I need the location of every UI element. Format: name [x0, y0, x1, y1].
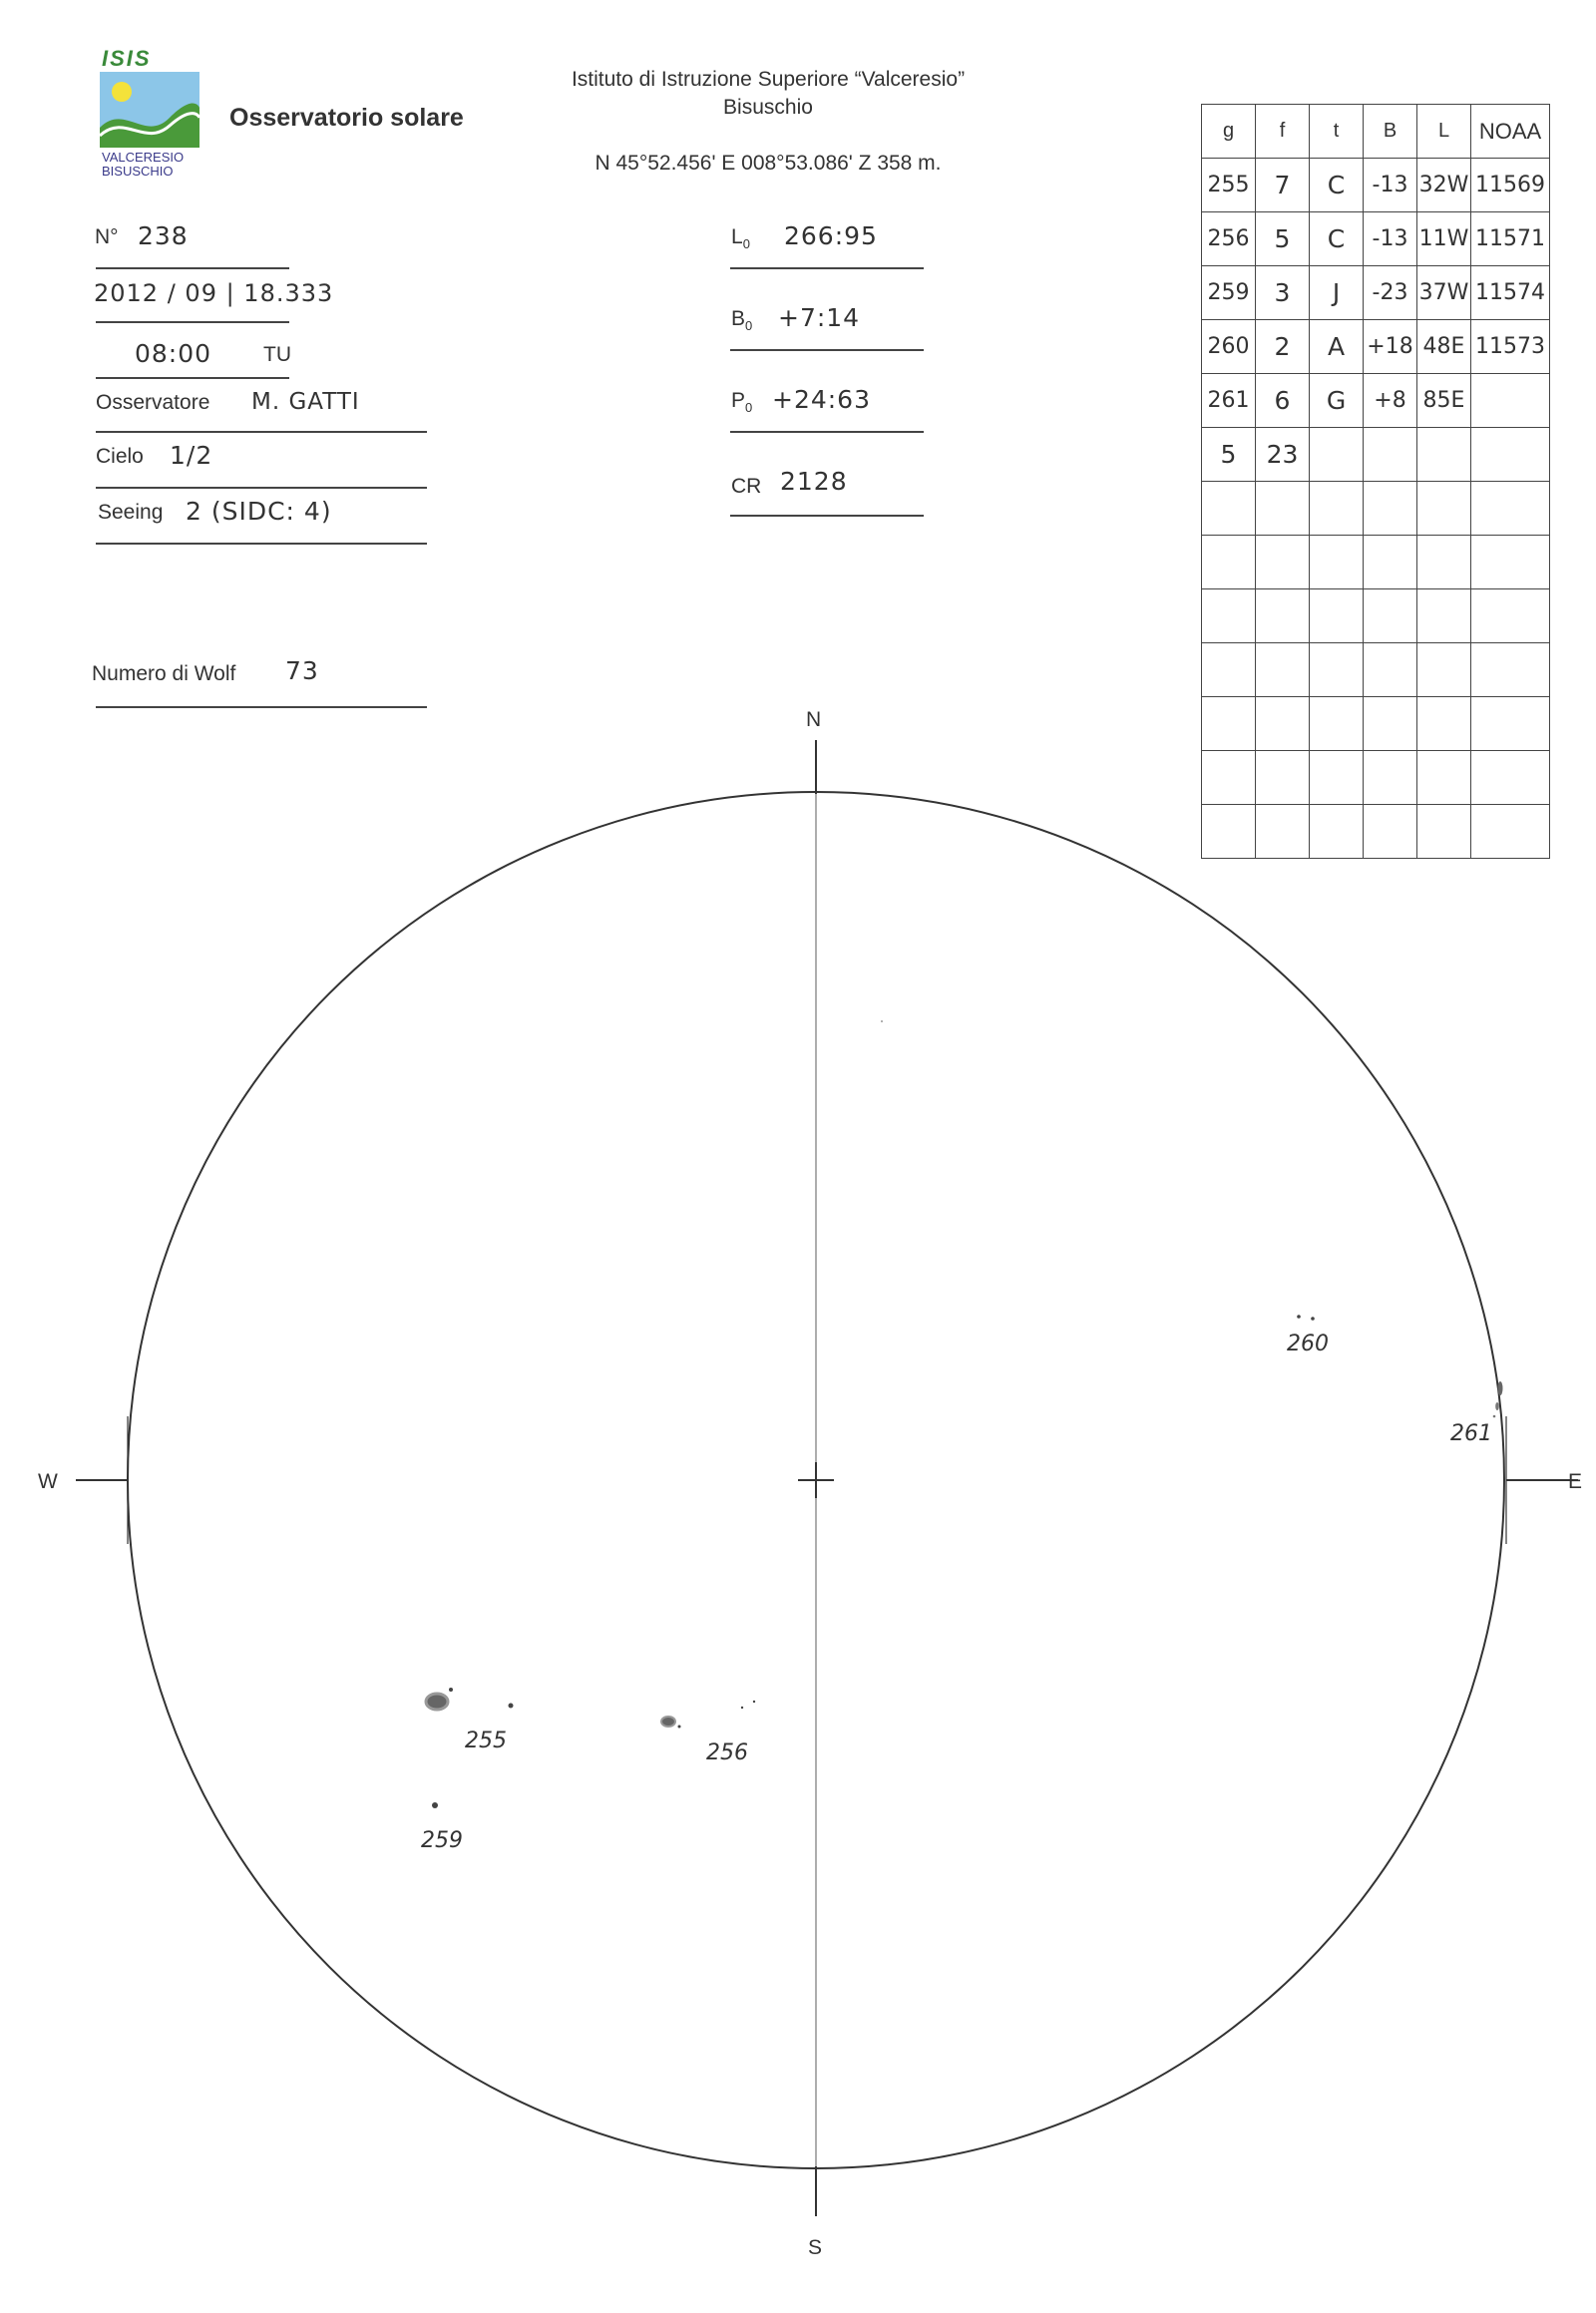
observer-value: M. GATTI [251, 389, 360, 415]
divider [730, 515, 924, 517]
cell-latitude: -13 [1364, 159, 1417, 212]
cell-empty [1471, 482, 1550, 536]
column-header-t: t [1310, 105, 1364, 159]
sunspot-256-dot [753, 1701, 755, 1703]
column-header-noaa: NOAA [1471, 105, 1550, 159]
cell-empty [1202, 589, 1256, 643]
cr-label: CR [731, 475, 762, 498]
cell-spots: 6 [1256, 374, 1310, 428]
sunspot-256-dot [678, 1726, 681, 1729]
cr-value: 2128 [780, 467, 848, 496]
number-value: 238 [138, 221, 189, 250]
cell-empty [1202, 482, 1256, 536]
north-label: N [806, 708, 822, 731]
cell-noaa [1471, 374, 1550, 428]
cell-noaa: 11573 [1471, 320, 1550, 374]
logo-title: ISIS [102, 46, 152, 71]
cell-latitude: -13 [1364, 212, 1417, 266]
cell-type: A [1310, 320, 1364, 374]
cell-type: C [1310, 159, 1364, 212]
cell-empty [1364, 428, 1417, 482]
sunspot-255-dot [449, 1688, 453, 1692]
sunspot-260-dot [1311, 1317, 1315, 1321]
table-row [1202, 266, 1550, 320]
wave-icon [100, 98, 200, 148]
table-row [1202, 589, 1550, 643]
cell-empty [1471, 589, 1550, 643]
table-row [1202, 159, 1550, 212]
column-header-b: B [1364, 105, 1417, 159]
date-value: 2012 / 09 | 18.333 [94, 279, 334, 307]
table-row [1202, 374, 1550, 428]
cell-longitude: 11W [1417, 212, 1471, 266]
east-label: E [1568, 1470, 1583, 1493]
group-label-260: 260 [1287, 1332, 1329, 1356]
p0-value: +24:63 [772, 385, 871, 414]
cell-group: 259 [1202, 266, 1256, 320]
cell-total-groups: 5 [1202, 428, 1256, 482]
divider [730, 349, 924, 351]
sky-value: 1/2 [170, 441, 213, 470]
group-label-256: 256 [706, 1740, 748, 1765]
divider [96, 431, 427, 433]
institute-town: Bisuschio [723, 96, 813, 119]
sunspot-256-leader [661, 1717, 675, 1727]
p0-label: $P_0$ [731, 389, 753, 416]
west-label: W [38, 1470, 58, 1493]
sunspot-255-dot [509, 1704, 514, 1709]
b0-label: $B_0$ [731, 307, 753, 334]
column-header-l: L [1417, 105, 1471, 159]
cell-empty [1310, 536, 1364, 589]
seeing-value: 2 (SIDC: 4) [186, 497, 332, 526]
cell-empty [1417, 428, 1471, 482]
cell-empty [1364, 536, 1417, 589]
cell-longitude: 85E [1417, 374, 1471, 428]
logo-emblem [100, 72, 200, 148]
table-header-row [1202, 105, 1550, 159]
table-totals-row [1202, 428, 1550, 482]
number-label: N° [95, 225, 119, 248]
cell-spots: 3 [1256, 266, 1310, 320]
south-label: S [808, 2236, 823, 2259]
cell-latitude: +8 [1364, 374, 1417, 428]
cell-empty [1364, 589, 1417, 643]
logo-subtitle-2: BISUSCHIO [102, 164, 174, 179]
speck [881, 1020, 883, 1022]
sky-label: Cielo [96, 445, 144, 468]
l0-value: 266:95 [784, 221, 878, 250]
cell-empty [1417, 536, 1471, 589]
cell-empty [1310, 428, 1364, 482]
sunspot-261-dot [1495, 1402, 1499, 1410]
cell-longitude: 37W [1417, 266, 1471, 320]
table-row [1202, 536, 1550, 589]
time-value: 08:00 [135, 339, 212, 368]
divider [96, 543, 427, 545]
cell-spots: 7 [1256, 159, 1310, 212]
cell-type: G [1310, 374, 1364, 428]
cell-group: 261 [1202, 374, 1256, 428]
cell-empty [1256, 536, 1310, 589]
b0-value: +7:14 [778, 303, 861, 332]
institute-name: Istituto di Istruzione Superiore “Valceresio” [571, 68, 966, 91]
sunspot-261-dot [1493, 1415, 1496, 1418]
cell-longitude: 48E [1417, 320, 1471, 374]
column-header-f: f [1256, 105, 1310, 159]
cell-noaa: 11571 [1471, 212, 1550, 266]
observatory-title: Osservatorio solare [229, 104, 464, 132]
divider [730, 431, 924, 433]
cell-empty [1471, 536, 1550, 589]
solar-disk-drawing [0, 678, 1596, 2274]
wolf-label: Numero di Wolf [92, 662, 236, 685]
cell-group: 255 [1202, 159, 1256, 212]
l0-label: $L_0$ [731, 225, 750, 252]
cell-empty [1310, 589, 1364, 643]
logo-subtitle-1: VALCERESIO [102, 150, 185, 165]
cell-empty [1256, 482, 1310, 536]
group-label-255: 255 [465, 1729, 507, 1753]
table-row [1202, 482, 1550, 536]
wolf-value: 73 [285, 656, 319, 685]
cell-group: 260 [1202, 320, 1256, 374]
cell-latitude: +18 [1364, 320, 1417, 374]
cell-latitude: -23 [1364, 266, 1417, 320]
cell-empty [1471, 428, 1550, 482]
seeing-label: Seeing [98, 501, 164, 524]
cell-longitude: 32W [1417, 159, 1471, 212]
cell-empty [1202, 536, 1256, 589]
group-label-261: 261 [1450, 1421, 1492, 1446]
table-row [1202, 320, 1550, 374]
divider [96, 377, 289, 379]
cell-empty [1417, 589, 1471, 643]
sunspot-260-dot [1297, 1315, 1301, 1319]
institute-coordinates: N 45°52.456' E 008°53.086' Z 358 m. [595, 152, 942, 175]
observer-label: Osservatore [96, 391, 210, 414]
cell-type: J [1310, 266, 1364, 320]
cell-noaa: 11569 [1471, 159, 1550, 212]
cell-empty [1364, 482, 1417, 536]
divider [730, 267, 924, 269]
cell-spots: 5 [1256, 212, 1310, 266]
cell-empty [1256, 589, 1310, 643]
column-header-g: g [1202, 105, 1256, 159]
cell-type: C [1310, 212, 1364, 266]
cell-spots: 2 [1256, 320, 1310, 374]
divider [96, 321, 289, 323]
group-label-259: 259 [421, 1828, 463, 1853]
divider [96, 267, 289, 269]
cell-empty [1417, 482, 1471, 536]
table-row [1202, 212, 1550, 266]
cell-noaa: 11574 [1471, 266, 1550, 320]
cell-total-spots: 23 [1256, 428, 1310, 482]
sunspot-256-dot [741, 1707, 743, 1709]
sunspot-261-leader [1498, 1381, 1503, 1395]
sunspot-255-leader [426, 1694, 448, 1710]
time-unit: TU [263, 343, 291, 366]
cell-empty [1310, 482, 1364, 536]
cell-group: 256 [1202, 212, 1256, 266]
sunspot-259-dot [432, 1802, 438, 1808]
divider [96, 487, 427, 489]
